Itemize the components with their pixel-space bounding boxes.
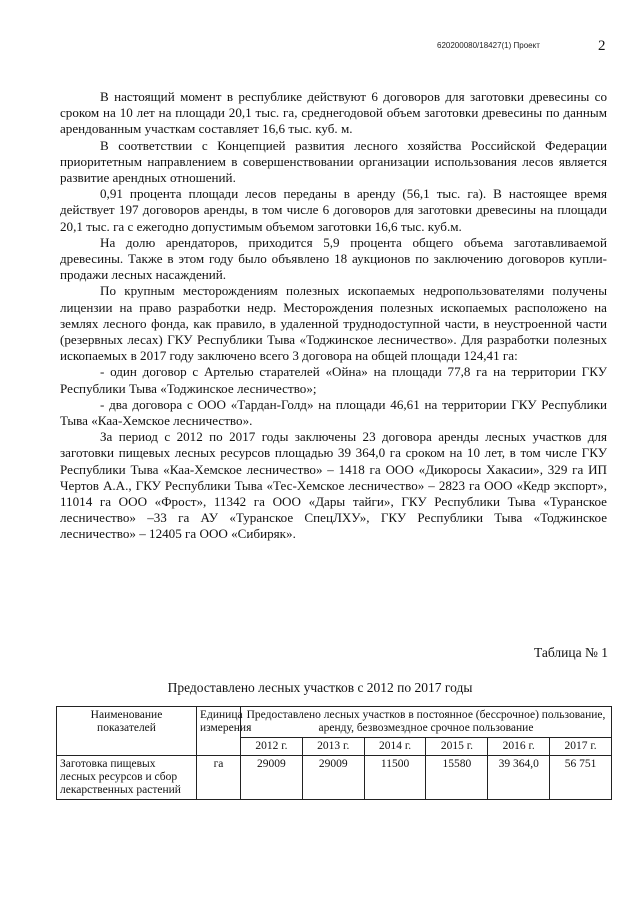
row-name: Заготовка пищевых лесных ресурсов и сбор лекарственных растений (57, 756, 197, 800)
header-year: 2013 г. (302, 738, 364, 756)
row-value: 29009 (241, 756, 303, 800)
header-name: Наименование показателей (57, 707, 197, 756)
header-unit: Единица измерения (197, 707, 241, 756)
row-value: 11500 (364, 756, 426, 800)
row-value: 39 364,0 (488, 756, 550, 800)
row-value: 56 751 (550, 756, 612, 800)
table-header-row (57, 707, 612, 738)
header-year: 2015 г. (426, 738, 488, 756)
forest-plots-table (56, 706, 612, 800)
page-number: 2 (598, 38, 606, 54)
paragraph: По крупным месторождениям полезных ископаемых недропользователями получены лицензии на право разработки недр. Месторождения полезных ископаемых расположено на землях лесного фонда, как правило, в удаленной труднодоступной части, в неустроенной части (резервных лесах) ГКУ Республики Тыва «Тоджинское лесничество». Для разработки полезных ископаемых в 2017 году заключено всего 3 договора на общей площади 124,41 га: (60, 283, 607, 364)
paragraph: 0,91 процента площади лесов переданы в аренду (56,1 тыс. га). В настоящее время действует 197 договоров аренды, в том числе 6 договоров для заготовки древесины на площади 20,1 тыс. га с ежегодно допустимым объемом заготовки 16,6 тыс. куб.м. (60, 186, 607, 234)
row-value: 29009 (302, 756, 364, 800)
document-code: 620200080/18427(1) Проект (437, 41, 540, 50)
row-value: 15580 (426, 756, 488, 800)
paragraph: В соответствии с Концепцией развития лесного хозяйства Российской Федерации приоритетным направлением в совершенствовании организации использования лесов является развитие арендных отношений. (60, 137, 607, 186)
table-row (57, 756, 612, 800)
header-year: 2016 г. (488, 738, 550, 756)
paragraph: - один договор с Артелью старателей «Ойна» на площади 77,8 га на территории ГКУ Республики Тыва «Тоджинское лесничество»; (60, 364, 607, 396)
header-year: 2014 г. (364, 738, 426, 756)
table-title: Предоставлено лесных участков с 2012 по 2017 годы (167, 680, 473, 695)
body-text (60, 89, 607, 543)
paragraph: - два договора с ООО «Тардан-Голд» на площади 46,61 на территории ГКУ Республики Тыва «Каа-Хемское лесничество». (60, 396, 607, 429)
paragraph: На долю арендаторов, приходится 5,9 процента общего объема заготавливаемой древесины. Также в этом году было объявлено 18 аукционов по заключению договоров купли-продажи лесных насаждений. (60, 234, 607, 283)
table-caption: Таблица № 1 (534, 645, 608, 660)
paragraph: За период с 2012 по 2017 годы заключены 23 договора аренды лесных участков для заготовки пищевых лесных ресурсов площадью 39 364,0 га сроком на 10 лет, в том числе ГКУ Республики Тыва «Каа-Хемское лесничество» – 1418 га ООО «Дикоросы Хакасии», 329 га ИП Чертов А.А., ГКУ Республики Тыва «Тес-Хемское лесничество» – 2823 га ООО «Кедр экспорт», 11014 га ООО «Фрост», 11342 га ООО «Дары тайги», ГКУ Республики Тыва «Туранское лесничество» –33 га АУ «Туранское СпецЛХУ», ГКУ Республики Тыва «Тоджинское лесничество» – 12405 га ООО «Сибиряк». (60, 429, 607, 542)
paragraph: В настоящий момент в республике действуют 6 договоров для заготовки древесины со сроком на 10 лет на площади 20,1 тыс. га, среднегодовой объем заготовки древесины по данным арендованным участкам составляет 16,6 тыс. куб. м. (60, 89, 607, 137)
header-year: 2017 г. (550, 738, 612, 756)
header-year: 2012 г. (241, 738, 303, 756)
header-group: Предоставлено лесных участков в постоянное (бессрочное) пользование, аренду, безвозмездное срочное пользование (241, 707, 612, 738)
row-unit: га (197, 756, 241, 800)
